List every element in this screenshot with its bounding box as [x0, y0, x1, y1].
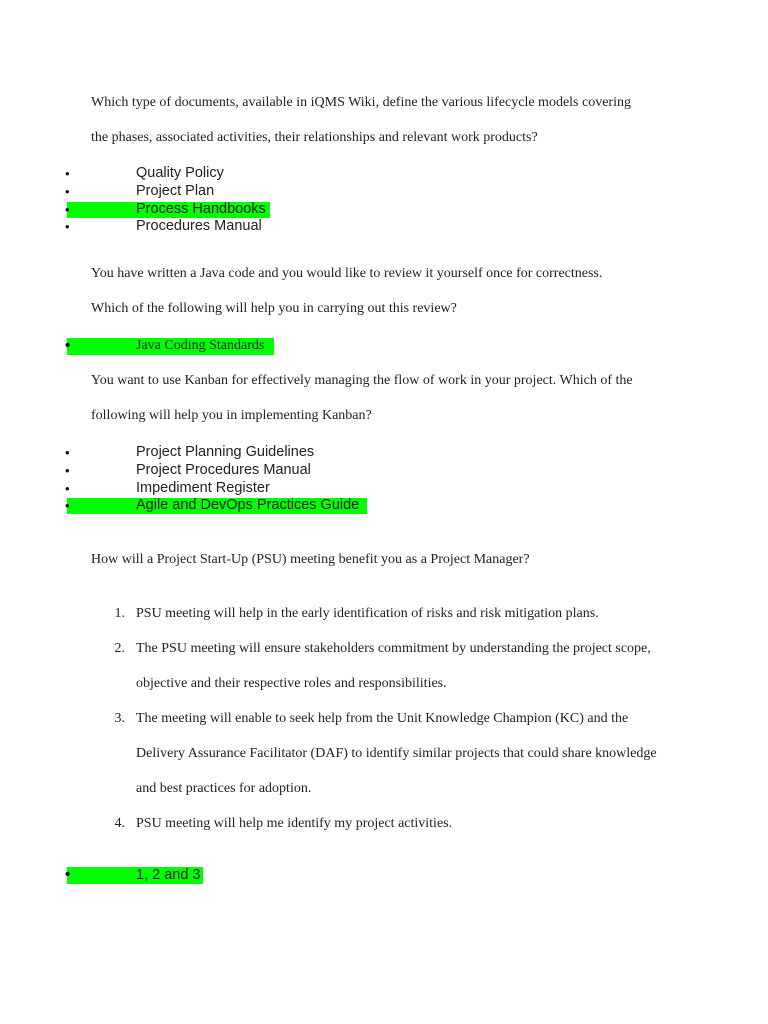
bullet-icon: • [65, 219, 70, 235]
question-1-line-1: Which type of documents, available in iQMS Wiki, define the various lifecycle models covering [91, 95, 631, 110]
item-number: 1. [114, 606, 125, 621]
question-3 [91, 363, 691, 433]
bullet-icon: • [65, 337, 71, 354]
item-text-line: PSU meeting will help me identify my project activities. [136, 816, 453, 831]
numbered-item-3 [0, 701, 657, 806]
question-2 [91, 256, 691, 326]
question-2-line-2: Which of the following will help you in carrying out this review? [91, 301, 457, 316]
question-3-line-1: You want to use Kanban for effectively managing the flow of work in your project. Which of the [91, 373, 633, 388]
item-text [136, 806, 657, 841]
question-1 [91, 85, 691, 155]
bullet-icon: • [65, 866, 71, 883]
item-text-line: The PSU meeting will ensure stakeholders commitment by understanding the project scope, [136, 641, 651, 656]
numbered-item-2 [0, 631, 657, 701]
question-4 [91, 542, 691, 577]
item-number: 2. [114, 641, 125, 656]
question-4-numbered-list [0, 596, 657, 841]
bullet-icon: • [65, 183, 70, 199]
item-number: 4. [114, 816, 125, 831]
item-text-line: Delivery Assurance Facilitator (DAF) to identify similar projects that could share knowledge [136, 746, 657, 761]
bullet-icon: • [65, 480, 70, 496]
question-4-line-1: How will a Project Start-Up (PSU) meeting benefit you as a Project Manager? [91, 552, 530, 567]
bullet-icon: • [65, 166, 70, 181]
option-label: Project Planning Guidelines [136, 444, 315, 460]
item-text-line: objective and their respective roles and responsibilities. [136, 676, 447, 691]
question-1-line-2: the phases, associated activities, their relationships and relevant work products? [91, 130, 538, 145]
answer-label: 1, 2 and 3 [136, 867, 201, 883]
item-text [136, 596, 657, 631]
item-text-line: The meeting will enable to seek help from the Unit Knowledge Champion (KC) and the [136, 711, 629, 726]
option-label: Project Plan [136, 182, 215, 199]
option-label: Quality Policy [136, 165, 224, 181]
numbered-item-1 [0, 596, 657, 631]
numbered-item-4 [0, 806, 657, 841]
option-label: Agile and DevOps Practices Guide [136, 497, 360, 514]
item-text [136, 701, 657, 806]
question-3-line-2: following will help you in implementing Kanban? [91, 408, 372, 423]
option-label: Project Procedures Manual [136, 461, 311, 478]
item-number: 3. [114, 711, 125, 726]
item-text-line: PSU meeting will help in the early identification of risks and risk mitigation plans. [136, 606, 599, 621]
bullet-icon: • [65, 445, 70, 460]
bullet-icon: • [65, 201, 70, 217]
answer-label: Java Coding Standards [136, 338, 265, 353]
option-label: Procedures Manual [136, 218, 262, 235]
item-text [136, 631, 657, 701]
option-label: Process Handbooks [136, 200, 266, 217]
option-label: Impediment Register [136, 479, 270, 496]
question-2-line-1: You have written a Java code and you would like to review it yourself once for correctness. [91, 266, 603, 281]
bullet-icon: • [65, 498, 70, 514]
bullet-icon: • [65, 462, 70, 478]
item-text-line: and best practices for adoption. [136, 781, 312, 796]
